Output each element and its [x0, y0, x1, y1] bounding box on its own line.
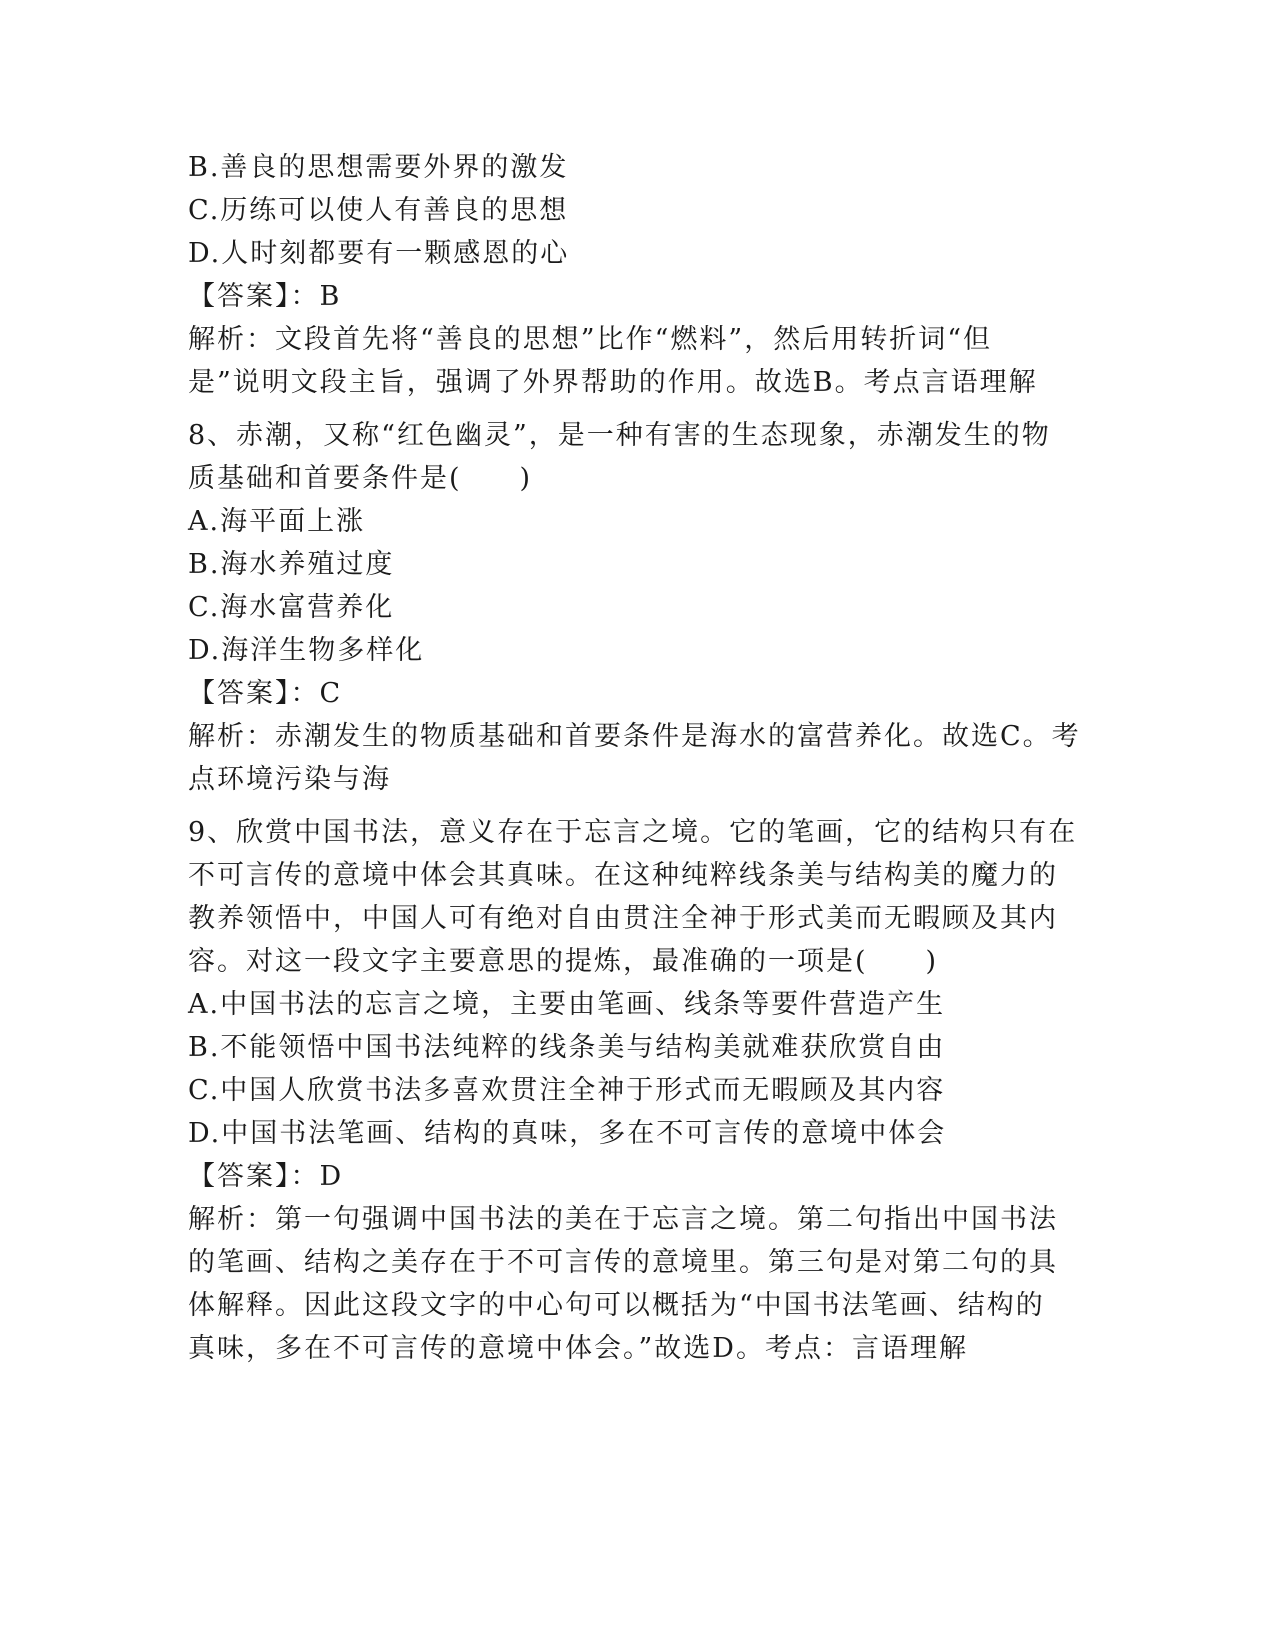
answer-line: 【答案】：B [188, 281, 342, 312]
question-stem: 教养领悟中，中国人可有绝对自由贯注全神于形式美而无暇顾及其内 [188, 903, 1058, 934]
question-stem: 质基础和首要条件是( ) [188, 463, 533, 494]
question-7-continuation [188, 146, 1088, 404]
option-c: C.历练可以使人有善良的思想 [188, 195, 569, 226]
option-d: D.中国书法笔画、结构的真味，多在不可言传的意境中体会 [188, 1118, 947, 1149]
document-page [188, 146, 1088, 1370]
question-9 [188, 811, 1088, 1370]
answer-line: 【答案】：C [188, 678, 343, 709]
option-d: D.人时刻都要有一颗感恩的心 [188, 238, 570, 269]
question-stem: 8、赤潮，又称“红色幽灵”，是一种有害的生态现象，赤潮发生的物 [188, 420, 1051, 451]
option-a: A.海平面上涨 [188, 506, 366, 537]
analysis-line: 体解释。因此这段文字的中心句可以概括为“中国书法笔画、结构的 [188, 1290, 1045, 1321]
analysis-line: 解析：文段首先将“善良的思想”比作“燃料”，然后用转折词“但 [188, 324, 993, 355]
analysis-line: 真味，多在不可言传的意境中体会。”故选D。考点：言语理解 [188, 1333, 968, 1364]
option-c: C.中国人欣赏书法多喜欢贯注全神于形式而无暇顾及其内容 [188, 1075, 946, 1106]
question-stem: 不可言传的意境中体会其真味。在这种纯粹线条美与结构美的魔力的 [188, 860, 1058, 891]
question-stem: 9、欣赏中国书法，意义存在于忘言之境。它的笔画，它的结构只有在 [188, 817, 1078, 848]
option-b: B.善良的思想需要外界的激发 [188, 152, 569, 183]
option-c: C.海水富营养化 [188, 592, 395, 623]
answer-line: 【答案】：D [188, 1161, 344, 1192]
analysis-line: 是”说明文段主旨，强调了外界帮助的作用。故选B。考点言语理解 [188, 367, 1038, 398]
option-b: B.不能领悟中国书法纯粹的线条美与结构美就难获欣赏自由 [188, 1032, 946, 1063]
question-stem: 容。对这一段文字主要意思的提炼，最准确的一项是( ) [188, 946, 939, 977]
option-b: B.海水养殖过度 [188, 549, 395, 580]
question-8 [188, 414, 1088, 801]
option-a: A.中国书法的忘言之境，主要由笔画、线条等要件营造产生 [188, 989, 946, 1020]
option-d: D.海洋生物多样化 [188, 635, 425, 666]
analysis-line: 解析：第一句强调中国书法的美在于忘言之境。第二句指出中国书法 [188, 1204, 1058, 1235]
analysis-line: 点环境污染与海 [188, 764, 391, 795]
analysis-line: 解析：赤潮发生的物质基础和首要条件是海水的富营养化。故选C。考 [188, 721, 1081, 752]
analysis-line: 的笔画、结构之美存在于不可言传的意境里。第三句是对第二句的具 [188, 1247, 1058, 1278]
